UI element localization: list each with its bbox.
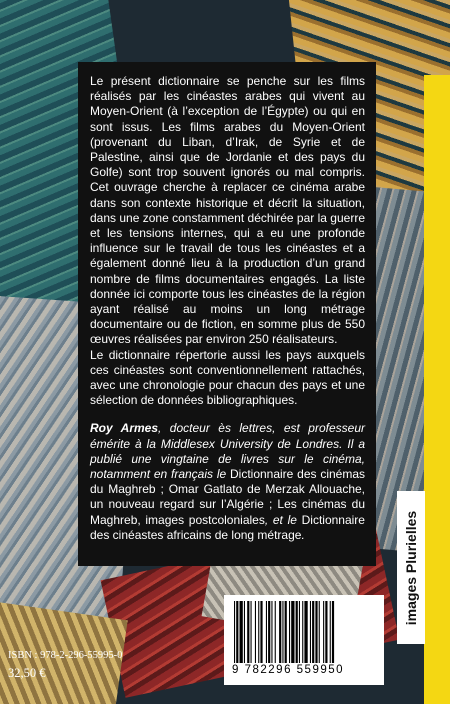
isbn: ISBN : 978-2-296-55995-0 — [8, 650, 123, 661]
barcode-bar — [236, 601, 238, 663]
barcode-bar — [234, 601, 235, 663]
barcode-bar — [255, 601, 256, 663]
barcode-bar — [296, 601, 298, 663]
barcode — [224, 595, 384, 685]
barcode-bar — [275, 601, 276, 663]
barcode-bar — [285, 601, 287, 663]
barcode-bar — [323, 601, 324, 663]
barcode-bars — [232, 601, 376, 663]
author-name: Roy Armes — [90, 421, 159, 436]
barcode-bar — [271, 601, 272, 663]
barcode-bar — [244, 601, 245, 663]
barcode-bar — [330, 601, 331, 663]
barcode-bar — [240, 601, 243, 663]
barcode-bar — [247, 601, 249, 663]
barcode-bar — [312, 601, 314, 663]
barcode-bar — [319, 601, 320, 663]
price: 32,50 € — [8, 666, 46, 680]
barcode-bar — [304, 601, 307, 663]
blurb-box — [78, 62, 376, 566]
barcode-bar — [260, 601, 262, 663]
blurb-paragraph-1: Le présent dictionnaire se penche sur les films réalisés par les cinéastes arabes qui vivent au Moyen-Orient (à l’exception de l’Égypte) ou qui en sont issus. Les films arabes du Moyen-Orient (provenant du Liban, d’Irak, de Syrie et de Palestine, ainsi que de Jordanie et des pays du Golfe) sont trop souvent ignorés ou mal compris. Cet ouvrage cherche à replacer ce cinéma arabe dans son contexte historique et décrit la situation, dans une zone constamment déchirée par la guerre et les tensions internes, qui a eu une profonde influence sur le travail de tous les cinéastes et a également donné lieu à la production d’un grand nombre de films documentaires engagés. La liste donnée ici comporte tous les cinéastes de la région ayant réalisé au moins un long métrage documentaire ou de fiction, en somme plus de 550 œuvres réalisées par environ 250 réalisateurs. — [90, 74, 365, 347]
barcode-bar — [266, 601, 267, 663]
barcode-bar — [310, 601, 311, 663]
barcode-bar — [291, 601, 294, 663]
barcode-bar — [289, 601, 290, 663]
series-label-box — [397, 491, 425, 644]
author-bio-text: , et le — [264, 512, 302, 527]
barcode-bar — [315, 601, 317, 663]
book-title: Dictionnaire des cinéastes africains de long métrage — [90, 512, 365, 542]
barcode-bar — [299, 601, 300, 663]
author-bio — [90, 421, 365, 543]
barcode-bar — [302, 601, 303, 663]
barcode-bar — [279, 601, 281, 663]
book-titles: Dictionnaire des cinémas du Maghreb ; Omar Gatlato de Merzak Allouache, un nouveau regard sur l’Algérie ; Les cinémas du Maghreb, images postcoloniales — [90, 467, 365, 527]
barcode-bar — [332, 601, 334, 663]
author-bio-text: . — [301, 527, 305, 542]
barcode-bar — [282, 601, 283, 663]
series-label: images Plurielles — [403, 510, 419, 625]
author-bio-text: , docteur ès lettres, est professeur émérite à la Middlesex University de Londres. Il a publié une vingtaine de livres sur le cinéma, notamment en français le — [90, 421, 365, 482]
barcode-digits: 9 782296 559950 — [232, 664, 345, 676]
barcode-bar — [268, 601, 270, 663]
yellow-accent-strip — [424, 75, 450, 704]
blurb-paragraph-2: Le dictionnaire répertorie aussi les pays auxquels ces cinéastes sont conventionnellement rattachés, avec une chronologie pour chacun des pays et une sélection de données bibliographiques. — [90, 347, 365, 408]
barcode-bar — [325, 601, 327, 663]
barcode-bar — [251, 601, 252, 663]
barcode-bar — [258, 601, 259, 663]
